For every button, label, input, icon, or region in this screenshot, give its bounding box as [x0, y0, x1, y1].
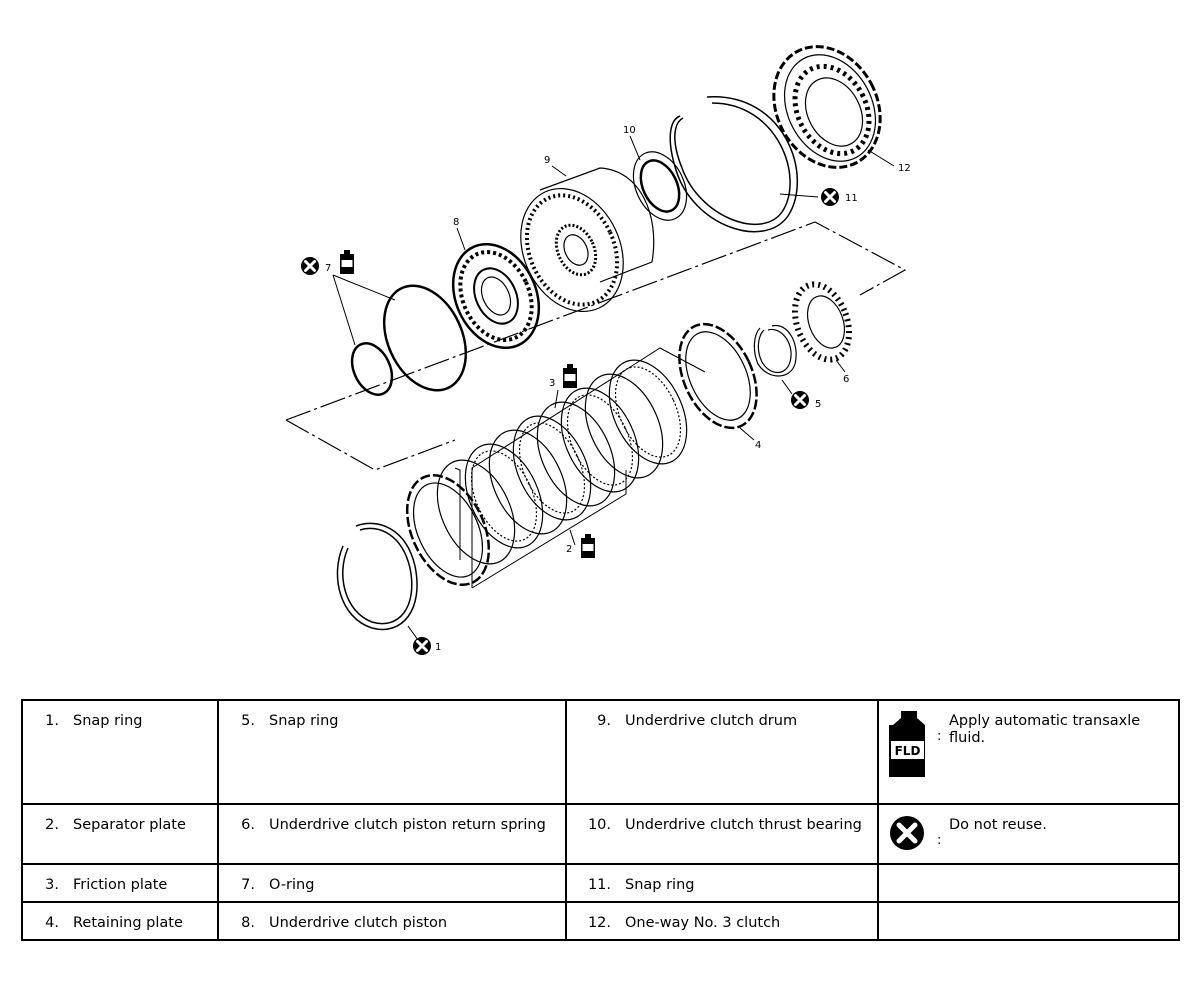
do-not-reuse-icon — [301, 257, 319, 275]
callout-6: 6 — [843, 374, 850, 385]
no-reuse-description: Do not reuse. — [949, 817, 1047, 833]
fluid-symbol-key — [879, 701, 1178, 777]
do-not-reuse-icon — [889, 815, 937, 851]
empty-cell — [878, 864, 1179, 902]
item-number: 10. — [587, 817, 611, 833]
callout-3: 3 — [549, 378, 556, 389]
legend-item — [219, 701, 565, 730]
item-number: 12. — [587, 915, 611, 931]
no-reuse-symbol-key — [879, 805, 1178, 851]
item-number: 6. — [241, 817, 255, 833]
o-ring-part — [344, 273, 482, 404]
legend-row — [22, 804, 1179, 864]
fluid-description: Apply automatic transaxle fluid. — [949, 713, 1141, 747]
clutch-piston-part — [437, 230, 555, 362]
legend-row — [22, 902, 1179, 940]
fluid-bottle-icon — [581, 534, 595, 558]
item-label: Friction plate — [73, 877, 168, 893]
symbol-colon: : — [937, 729, 942, 744]
callout-12: 12 — [898, 163, 911, 174]
fluid-bottle-icon — [340, 250, 354, 274]
legend-item — [219, 805, 565, 834]
callout-11: 11 — [845, 193, 858, 204]
item-label: Snap ring — [73, 713, 143, 729]
do-not-reuse-icon — [791, 391, 809, 409]
legend-row — [22, 700, 1179, 804]
fluid-bottle-icon — [889, 711, 937, 777]
callout-1: 1 — [435, 642, 442, 653]
leader-lines — [333, 136, 894, 640]
legend-item — [567, 701, 877, 730]
plate-stack-part — [391, 348, 702, 598]
item-number: 7. — [241, 877, 255, 893]
legend-item — [567, 805, 877, 834]
item-label: Separator plate — [73, 817, 186, 833]
item-number: 4. — [45, 915, 59, 931]
legend-item — [23, 903, 217, 932]
callout-2: 2 — [566, 544, 573, 555]
legend-item — [567, 903, 877, 932]
item-label: Retaining plate — [73, 915, 183, 931]
legend-row — [22, 864, 1179, 902]
parts-legend-table — [21, 699, 1180, 941]
item-label: Underdrive clutch thrust bearing — [625, 817, 862, 833]
item-number: 8. — [241, 915, 255, 931]
item-number: 11. — [587, 877, 611, 893]
item-number: 9. — [597, 713, 611, 729]
callout-10: 10 — [623, 125, 636, 136]
legend-item — [23, 805, 217, 834]
fluid-bottle-icon — [563, 364, 577, 388]
legend-item — [23, 701, 217, 730]
callout-8: 8 — [453, 217, 460, 228]
item-number: 2. — [45, 817, 59, 833]
callout-9: 9 — [544, 155, 551, 166]
item-number: 3. — [45, 877, 59, 893]
symbol-colon: : — [937, 833, 942, 848]
callout-4: 4 — [755, 440, 762, 451]
fluid-label: FLD — [894, 744, 921, 758]
item-label: Snap ring — [625, 877, 695, 893]
do-not-reuse-icon — [821, 188, 839, 206]
legend-item — [23, 865, 217, 894]
clutch-drum-part — [501, 168, 653, 328]
item-number: 5. — [241, 713, 255, 729]
item-label: Underdrive clutch piston — [269, 915, 448, 931]
do-not-reuse-icon — [413, 637, 431, 655]
item-number: 1. — [45, 713, 59, 729]
snap-ring-1-part — [337, 523, 417, 629]
empty-cell — [878, 902, 1179, 940]
item-label: O-ring — [269, 877, 315, 893]
callout-7: 7 — [325, 263, 332, 274]
legend-item — [219, 903, 565, 932]
callout-5: 5 — [815, 399, 822, 410]
thrust-bearing-part — [623, 143, 697, 229]
one-way-clutch-part — [753, 28, 900, 186]
plate-bracket — [455, 348, 705, 588]
snap-ring-5-part — [754, 326, 796, 376]
item-label: One-way No. 3 clutch — [625, 915, 781, 931]
item-label: Snap ring — [269, 713, 339, 729]
legend-item — [219, 865, 565, 894]
legend-item — [567, 865, 877, 894]
item-label: Underdrive clutch drum — [625, 713, 798, 729]
item-label: Underdrive clutch piston return spring — [269, 817, 546, 833]
